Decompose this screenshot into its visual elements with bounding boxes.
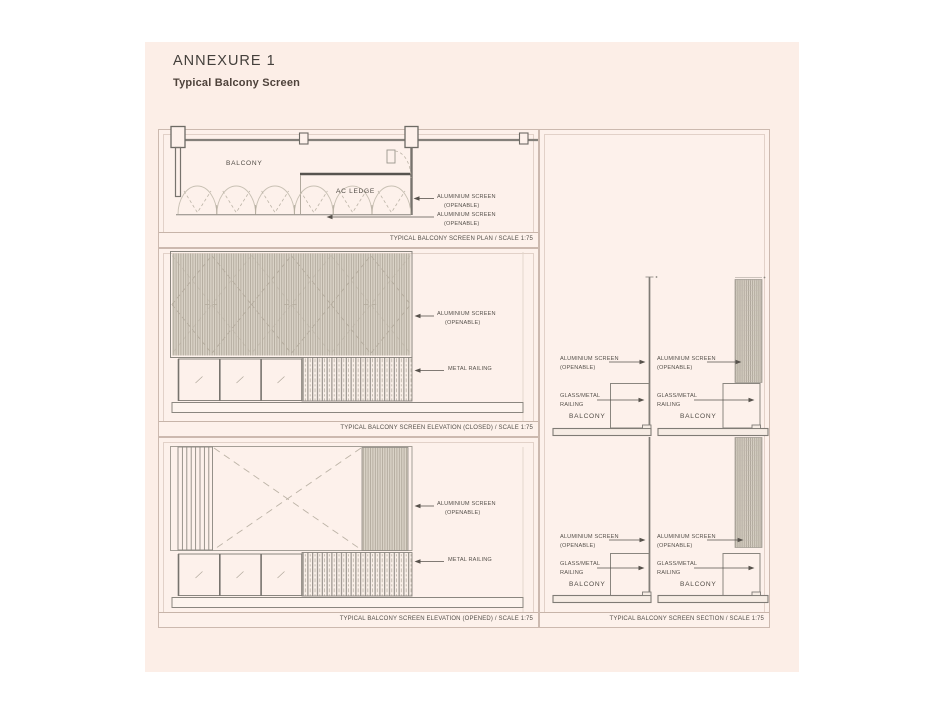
section-r2l-balcony-label: BALCONY [569,581,606,588]
section-r1l-railing-callout-line2: RAILING [560,402,584,408]
plan-screen-callout-2-line1: ALUMINIUM SCREEN [437,212,496,218]
section-r2r-railing-callout-line2: RAILING [657,570,681,576]
elev-opened-screen-callout-line1: ALUMINIUM SCREEN [437,501,496,507]
section-panel [539,129,770,628]
section-r1l-screen-callout-line2: (OPENABLE) [560,365,596,371]
elevation-closed-panel [158,248,539,437]
section-r1l-balcony-label: BALCONY [569,413,606,420]
plan-balcony-label: BALCONY [226,160,263,167]
section-caption: TYPICAL BALCONY SCREEN SECTION / SCALE 1:75 [540,612,769,627]
section-r2r-balcony-label: BALCONY [680,581,717,588]
section-r2r-railing-callout-line1: GLASS/METAL [657,561,698,567]
section-r2l-screen-callout-line2: (OPENABLE) [560,543,596,549]
elevation-closed-panel-margin [163,253,534,432]
elev-closed-screen-callout-line1: ALUMINIUM SCREEN [437,311,496,317]
section-r1l-screen-callout-line1: ALUMINIUM SCREEN [560,356,619,362]
elev-closed-railing-callout: METAL RAILING [448,366,492,372]
section-r2r-screen-callout-line1: ALUMINIUM SCREEN [657,534,716,540]
drawing-subtitle: Typical Balcony Screen [173,77,301,89]
section-r1r-railing-callout-line1: GLASS/METAL [657,393,698,399]
plan-caption: TYPICAL BALCONY SCREEN PLAN / SCALE 1:75 [159,232,538,247]
section-r2l-railing-callout-line2: RAILING [560,570,584,576]
section-r1r-railing-callout-line2: RAILING [657,402,681,408]
section-r1r-balcony-label: BALCONY [680,413,717,420]
elevation-opened-panel-margin [163,442,534,623]
section-r1r-screen-callout-line2: (OPENABLE) [657,365,693,371]
plan-screen-callout-2-line2: (OPENABLE) [444,221,480,227]
elevation-opened-panel [158,437,539,628]
plan-screen-callout-1-line2: (OPENABLE) [444,203,480,209]
elev-opened-screen-callout-line2: (OPENABLE) [445,510,481,516]
section-r1l-railing-callout-line1: GLASS/METAL [560,393,601,399]
elevation-opened-caption: TYPICAL BALCONY SCREEN ELEVATION (OPENED) / SCALE 1:75 [159,612,538,627]
plan-screen-callout-1-line1: ALUMINIUM SCREEN [437,194,496,200]
annexure-title: ANNEXURE 1 [173,53,276,69]
section-r1r-screen-callout-line1: ALUMINIUM SCREEN [657,356,716,362]
section-r2l-railing-callout-line1: GLASS/METAL [560,561,601,567]
plan-ac-ledge-label: AC LEDGE [336,188,375,195]
section-r2l-screen-callout-line1: ALUMINIUM SCREEN [560,534,619,540]
elevation-closed-caption: TYPICAL BALCONY SCREEN ELEVATION (CLOSED) / SCALE 1:75 [159,421,538,436]
section-r2r-screen-callout-line2: (OPENABLE) [657,543,693,549]
elev-opened-railing-callout: METAL RAILING [448,557,492,563]
elev-closed-screen-callout-line2: (OPENABLE) [445,320,481,326]
